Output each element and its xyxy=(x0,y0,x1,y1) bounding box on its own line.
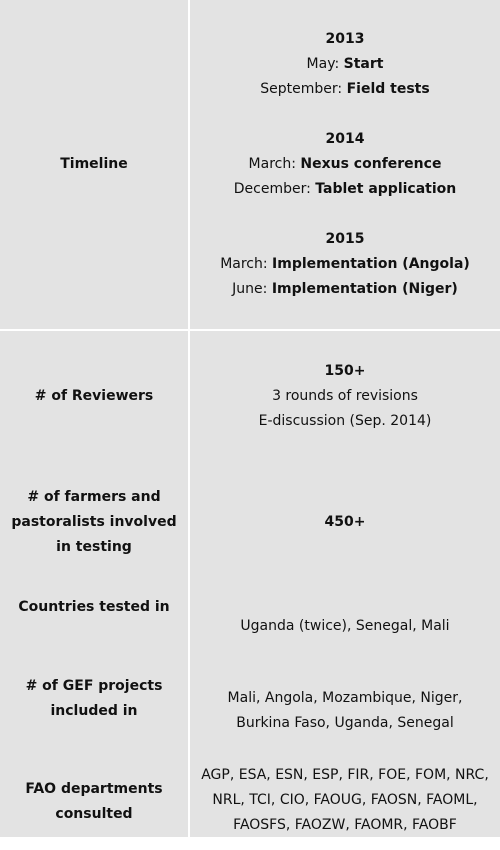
countries-label: Countries tested in xyxy=(18,599,170,615)
farmers-label-line: pastoralists involved xyxy=(11,513,177,530)
gef-value-line: Burkina Faso, Uganda, Senegal xyxy=(236,715,454,731)
farmers-label-line: # of farmers and xyxy=(27,488,161,505)
farmers-label-cell xyxy=(0,461,188,583)
timeline-value-cell xyxy=(190,0,500,329)
gef-label-line: # of GEF projects xyxy=(25,678,163,694)
countries-label-cell xyxy=(0,583,188,643)
timeline-event: December: Tablet application xyxy=(233,181,457,197)
reviewers-ediscussion: E-discussion (Sep. 2014) xyxy=(258,412,432,429)
gef-label-cell xyxy=(0,643,188,743)
farmers-value: 450+ xyxy=(324,513,366,530)
fao-value-line: AGP, ESA, ESN, ESP, FIR, FOE, FOM, NRC, xyxy=(201,767,489,783)
timeline-event: May: Start xyxy=(306,56,384,72)
countries-value-cell xyxy=(190,583,500,643)
reviewers-label: # of Reviewers xyxy=(34,387,154,404)
timeline-label-cell xyxy=(0,0,188,329)
timeline-event: September: Field tests xyxy=(260,81,430,97)
timeline-event: March: Nexus conference xyxy=(248,156,442,172)
reviewers-count: 150+ xyxy=(324,362,366,379)
year-2013: 2013 xyxy=(325,31,365,47)
farmers-value-cell xyxy=(190,461,500,583)
countries-value: Uganda (twice), Senegal, Mali xyxy=(240,618,450,634)
farmers-label-line: in testing xyxy=(56,538,132,555)
year-2014: 2014 xyxy=(325,131,365,147)
fao-value-cell xyxy=(190,743,500,837)
fao-value-line: FAOSFS, FAOZW, FAOMR, FAOBF xyxy=(233,817,457,833)
reviewers-value-cell xyxy=(190,331,500,461)
fao-label-line: consulted xyxy=(55,806,133,822)
fao-value-line: NRL, TCI, CIO, FAOUG, FAOSN, FAOML, xyxy=(212,792,478,808)
timeline-label: Timeline xyxy=(60,156,128,172)
fao-label-cell xyxy=(0,743,188,837)
year-2015: 2015 xyxy=(325,231,365,247)
gef-value-cell xyxy=(190,643,500,743)
gef-value-line: Mali, Angola, Mozambique, Niger, xyxy=(227,690,463,706)
gef-label-line: included in xyxy=(50,703,138,719)
reviewers-rounds: 3 rounds of revisions xyxy=(272,387,418,404)
timeline-event: March: Implementation (Angola) xyxy=(220,256,470,272)
reviewers-label-cell xyxy=(0,331,188,461)
timeline-event: June: Implementation (Niger) xyxy=(232,281,458,297)
fao-label-line: FAO departments xyxy=(25,781,163,797)
